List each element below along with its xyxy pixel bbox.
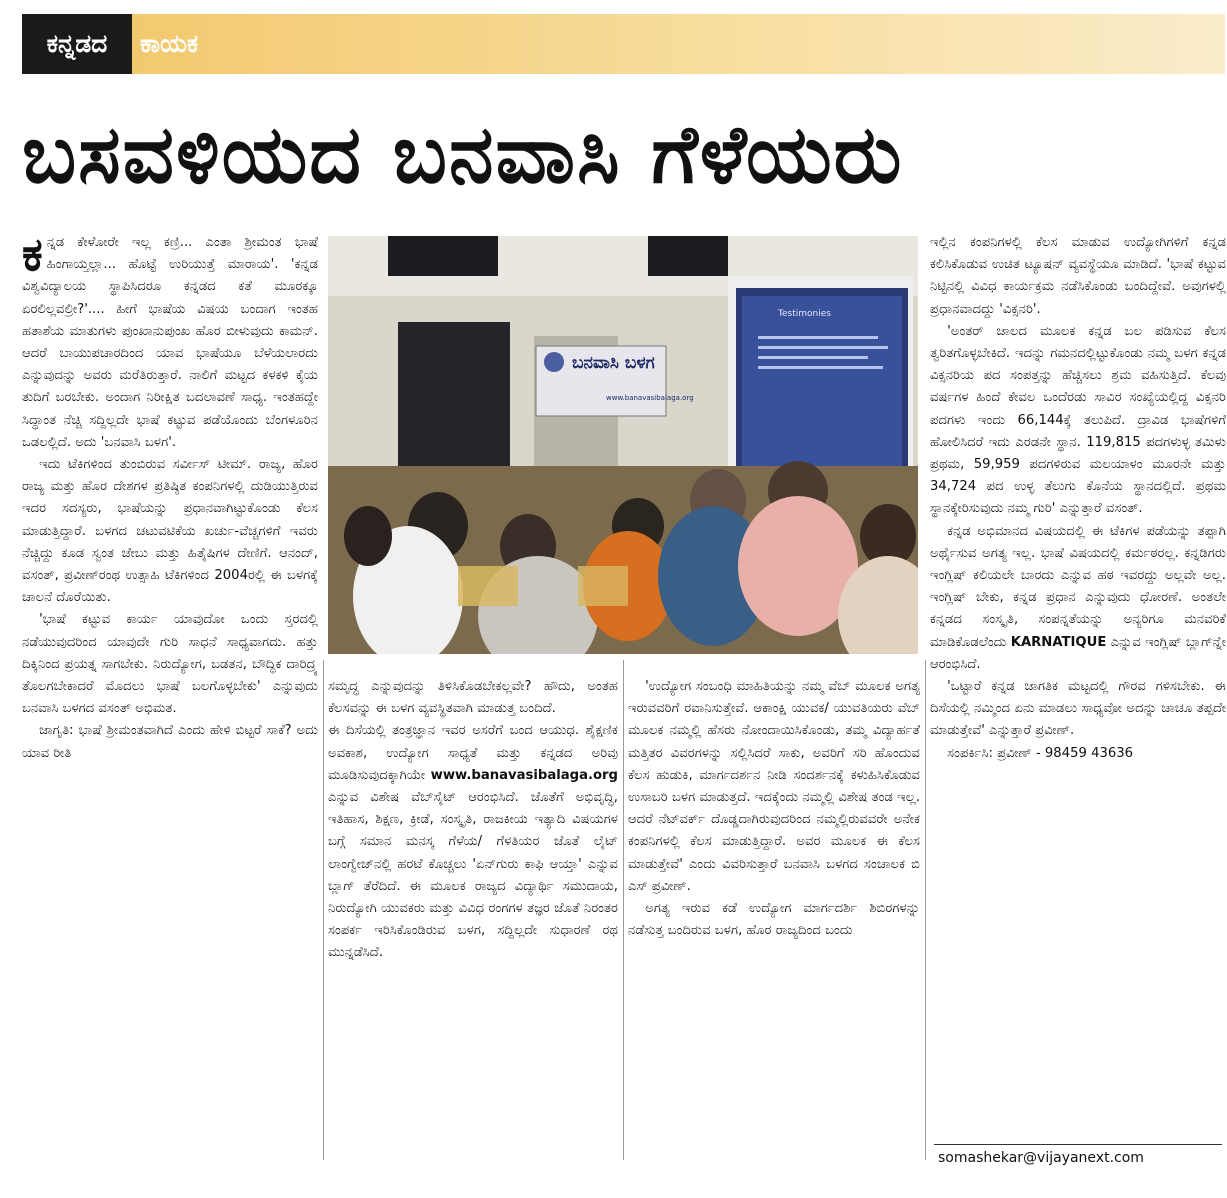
column-divider [623,660,624,1160]
article-column-1 [22,232,318,1182]
blog-name: KARNATIQUE [1010,634,1107,650]
paragraph: ಇಲ್ಲಿನ ಕಂಪನಿಗಳಲ್ಲಿ ಕೆಲಸ ಮಾಡುವ ಉದ್ಯೋಗಿಗಳಿಗೆ ಕನ್ನಡ ಕಲಿಸಿಕೊಡುವ ಉಚಿತ ಟ್ಯೂಷನ್ ವ್ಯವಸ್ಥೆಯೂ ಮಾಡಿದೆ. 'ಭಾಷೆ ಕಟ್ಟುವ ನಿಟ್ಟಿನಲ್ಲಿ ವಿವಿಧ ಕಾರ್ಯಕ್ರಮ ನಡೆಸಿಕೊಂಡು ಬಂದಿದ್ದೇವೆ. ಅವುಗಳಲ್ಲಿ ಪ್ರಧಾನವಾದದ್ದು 'ವಿಕ್ಸನರಿ'. [930,235,1226,317]
paragraph: 'ಉದ್ಯೋಗ ಸಂಬಂಧಿ ಮಾಹಿತಿಯನ್ನು ನಮ್ಮ ವೆಬ್ ಮೂಲಕ ಅಗತ್ಯ ಇರುವವರಿಗೆ ರವಾನಿಸುತ್ತೇವೆ. ಆಕಾಂಕ್ಷಿ ಯುವಕ/ ಯುವತಿಯರು ವೆಬ್ ಮೂಲಕ ನಮ್ಮಲ್ಲಿ ಹೆಸರು ನೋಂದಾಯಿಸಿಕೊಂಡು, ತಮ್ಮ ವಿದ್ಯಾರ್ಹತೆ ಮತ್ತಿತರ ವಿವರಗಳನ್ನು ಸಲ್ಲಿಸಿದರೆ ಸಾಕು, ಅವರಿಗೆ ಸರಿ ಹೊಂದುವ ಕೆಲಸ ಹುಡುಕಿ, ಮಾರ್ಗದರ್ಶನ ನೀಡಿ ಸಂದರ್ಶನಕ್ಕೆ ಕಳುಹಿಸಿಕೊಡುವ ಉಸಾಬರಿ ಬಳಗ ಮಾಡುತ್ತದೆ. ಇದಕ್ಕೆಂದು ನಮ್ಮಲ್ಲಿ ವಿಶೇಷ ತಂಡ ಇಲ್ಲ. ಆದರೆ ನೆಟ್‌ವರ್ಕ್ ದೊಡ್ಡದಾಗಿರುವುದರಿಂದ ನಮ್ಮಲ್ಲಿರುವವರೇ ಅನೇಕ ಕಂಪನಿಗಳಲ್ಲಿ ಕೆಲಸ ಮಾಡುತ್ತಿದ್ದಾರೆ. ಅವರ ಮೂಲಕ ಈ ಕೆಲಸ ಮಾಡುತ್ತೇವೆ' ಎಂದು ವಿವರಿಸುತ್ತಾರೆ ಬನವಾಸಿ ಬಳಗದ ಸಂಚಾಲಕ ಬಿ ಎಸ್ ಪ್ರವೀಣ್. [628,679,920,894]
banner-label-left: ಕನ್ನಡದ [22,14,132,74]
paragraph [328,720,618,964]
photo-banner-url: www.banavasibalaga.org [606,394,694,402]
author-email[interactable]: somashekar@vijayanext.com [938,1150,1144,1166]
projector-slide-title: Testimonies [778,309,831,319]
section-banner [22,14,1225,74]
paragraph-text: ಎನ್ನುವ ಇಂಗ್ಲಿಷ್ ಬ್ಲಾಗ್‌ನ್ನೇ ಆರಂಭಿಸಿದೆ. [930,634,1226,672]
paragraph: 'ಅಂತರ್ ಜಾಲದ ಮೂಲಕ ಕನ್ನಡ ಬಲ ಪಡಿಸುವ ಕೆಲಸ ತ್ವರಿತಗೊಳ್ಳಬೇಕಿದೆ. ಇದನ್ನು ಗಮನದಲ್ಲಿಟ್ಟುಕೊಂಡು ನಮ್ಮ ಬಳಗ ಕನ್ನಡ ವಿಕ್ಸನರಿಯ ಪದ ಸಂಪತ್ತನ್ನು ಹೆಚ್ಚಿಸಲು ಶ್ರಮ ವಹಿಸುತ್ತಿದೆ. ಕೆಲವು ವರ್ಷಗಳ ಹಿಂದೆ ಕೇವಲ ಒಂದೆರಡು ಸಾವಿರ ಸಂಖ್ಯೆಯಲ್ಲಿದ್ದ ವಿಕ್ಸನರಿ ಪದಗಳು ಇಂದು 66,144ಕ್ಕೆ ತಲುಪಿದೆ. ದ್ರಾವಿಡ ಭಾಷೆಗಳಿಗೆ ಹೋಲಿಸಿದರೆ ಇದು ಎರಡನೇ ಸ್ಥಾನ. 119,815 ಪದಗಳುಳ್ಳ ತಮಿಳು ಪ್ರಥಮ, 59,959 ಪದಗಳಿರುವ ಮಲಯಾಳಂ ಮೂರನೇ ಮತ್ತು 34,724 ಪದ ಉಳ್ಳ ತೆಲುಗು ಕೊನೆಯ ಸ್ಥಾನದಲ್ಲಿದೆ. ಪ್ರಥಮ ಸ್ಥಾನಕ್ಕೇರಿಸುವುದು ನಮ್ಮ ಗುರಿ' ಎನ್ನುತ್ತಾರೆ ವಸಂತ್. [930,323,1226,517]
paragraph-text: ಎನ್ನುವ ವಿಶೇಷ ವೆಬ್‌ಸೈಟ್ ಆರಂಭಿಸಿದೆ. ಜೊತೆಗೆ ಅಭಿವೃದ್ಧಿ, ಇತಿಹಾಸ, ಶಿಕ್ಷಣ, ಕ್ರೀಡೆ, ಸಂಸ್ಕೃತಿ, ರಾಜಕೀಯ ಇತ್ಯಾದಿ ವಿಷಯಗಳ ಬಗ್ಗೆ ಸಮಾನ ಮನಸ್ಕ ಗೆಳೆಯ/ ಗೆಳತಿಯರ ಜೊತೆ ಲೈಟ್ ಲಾಂಗ್ವೇಜ್‌ನಲ್ಲಿ ಹರಟೆ ಕೊಚ್ಚಲು 'ಏನ್‌ಗುರು ಕಾಫಿ ಆಯ್ತಾ' ಎನ್ನುವ ಬ್ಲಾಗ್ ತೆರೆದಿದೆ. ಈ ಮೂಲಕ ರಾಜ್ಯದ ವಿದ್ಯಾರ್ಥಿ ಸಮುದಾಯ, ನಿರುದ್ಯೋಗಿ ಯುವಕರು ಮತ್ತು ವಿವಿಧ ರಂಗಗಳ ತಜ್ಞರ ಜೊತೆ ನಿರಂತರ ಸಂಪರ್ಕ ಇರಿಸಿಕೊಂಡಿರುವ ಬಳಗ, ಸದ್ದಿಲ್ಲದೇ ಸುಧಾರಣೆ ರಥ ಮುನ್ನಡೆಸಿದೆ. [328,790,618,961]
paragraph-text: ಈ ದಿಸೆಯಲ್ಲಿ ತಂತ್ರಜ್ಞಾನ ಇವರ ಅಸರೆಗೆ ಬಂದ ಆಯುಧ. ಶೈಕ್ಷಣಿಕ ಅವಕಾಶ, ಉದ್ಯೋಗ ಸಾಧ್ಯತೆ ಮತ್ತು ಕನ್ನಡದ ಅರಿವು ಮೂಡಿಸುವುದಕ್ಕಾಗಿಯೇ [328,723,618,783]
paragraph: ಸಮೃದ್ಧ ಎನ್ನುವುದನ್ನು ತಿಳಿಸಿಕೊಡಬೇಕಲ್ಲವೇ? ಹೌದು, ಅಂತಹ ಕೆಲಸವನ್ನು ಈ ಬಳಗ ವ್ಯವಸ್ಥಿತವಾಗಿ ಮಾಡುತ್ತ ಬಂದಿದೆ. [328,679,618,717]
email-divider [934,1144,1222,1145]
paragraph: ಜಾಗೃತಿ: ಭಾಷೆ ಶ್ರೀಮಂತವಾಗಿದೆ ಎಂದು ಹೇಳಿ ಬಿಟ್ಟರೆ ಸಾಕೆ? ಅದು ಯಾವ ರೀತಿ [22,723,318,761]
contact-line: ಸಂಪರ್ಕಿಸಿ: ಪ್ರವೀಣ್ - 98459 43636 [947,745,1134,761]
column-divider [323,660,324,1160]
paragraph [930,521,1226,676]
banner-label-right: ಕಾಯಕ [140,29,199,58]
paragraph: ಅಗತ್ಯ ಇರುವ ಕಡೆ ಉದ್ಯೋಗ ಮಾರ್ಗದರ್ಶಿ ಶಿಬಿರಗಳನ್ನು ನಡೆಸುತ್ತ ಬಂದಿರುವ ಬಳಗ, ಹೊರ ರಾಜ್ಯದಿಂದ ಬಂದು [628,901,920,939]
paragraph-text: ಕನ್ನಡ ಅಭಿಮಾನದ ವಿಷಯದಲ್ಲಿ ಈ ಟೆಕಿಗಳ ಪಡೆಯನ್ನು ತಪ್ಪಾಗಿ ಅರ್ಥೈಸುವ ಅಗತ್ಯ ಇಲ್ಲ. ಭಾಷೆ ವಿಷಯದಲ್ಲಿ ಕರ್ಮಠರಲ್ಲ. ಕನ್ನಡಿಗರು ಇಂಗ್ಲಿಷ್ ಕಲಿಯಲೇ ಬಾರದು ಎನ್ನುವ ಹಠ ಇವರದ್ದು ಅಲ್ಲವೇ ಅಲ್ಲ. ಇಂಗ್ಲಿಷ್ ಬೇಕು, ಕನ್ನಡ ಪ್ರಧಾನ ಎನ್ನುವುದು ಧೋರಣೆ. ಅಂತಲೇ ಕನ್ನಡದ ಸಂಸ್ಕೃತಿ, ಸಂಪನ್ನತೆಯನ್ನು ಅನ್ಯರಿಗೂ ಮನವರಿಕೆ ಮಾಡಿಕೊಡಲೆಂದು [930,523,1226,650]
drop-cap: ಕ [22,232,43,281]
event-photo [328,236,918,654]
article-column-3 [628,676,920,1181]
paragraph: 'ಭಾಷೆ ಕಟ್ಟುವ ಕಾರ್ಯ ಯಾವುದೋ ಒಂದು ಸ್ತರದಲ್ಲಿ ನಡೆಯುವುದರಿಂದ ಯಾವುದೇ ಗುರಿ ಸಾಧನೆ ಸಾಧ್ಯವಾಗದು. ಹತ್ತು ದಿಕ್ಕಿನಿಂದ ಪ್ರಯತ್ನ ಸಾಗಬೇಕು. ನಿರುದ್ಯೋಗ, ಬಡತನ, ಬೌದ್ಧಿಕ ದಾರಿದ್ರ್ಯ ತೊಲಗಬೇಕಾದರೆ ಮೊದಲು ಭಾಷೆ ಬಲಗೊಳ್ಳಬೇಕು' ಎನ್ನುವುದು ಬನವಾಸಿ ಬಳಗದ ವಸಂತ್ ಅಭಿಮತ. [22,612,318,717]
website-link[interactable]: www.banavasibalaga.org [430,767,618,783]
article-headline: ಬಸವಳಿಯದ ಬನವಾಸಿ ಗೆಳೆಯರು [22,108,904,201]
paragraph: ಇದು ಟೆಕಿಗಳಿಂದ ತುಂಬಿರುವ ಸರ್ವೀಸ್ ಟೀಮ್. ರಾಜ್ಯ, ಹೊರ ರಾಜ್ಯ ಮತ್ತು ಹೊರ ದೇಶಗಳ ಪ್ರತಿಷ್ಠಿತ ಕಂಪನಿಗಳಲ್ಲಿ ದುಡಿಯುತ್ತಿರುವ ಇದರ ಸದಸ್ಯರು, ಭಾಷೆಯನ್ನು ಪ್ರಧಾನವಾಗಿಟ್ಟುಕೊಂಡು ಕೆಲಸ ಮಾಡುತ್ತಿದ್ದಾರೆ. ಬಳಗದ ಚಟುವಟಿಕೆಯ ಖರ್ಚು-ವೆಚ್ಚಗಳಿಗೆ ಇವರು ನೆಚ್ಚಿದ್ದು ಕೂಡ ಸ್ವಂತ ಜೇಬು ಮತ್ತು ಹಿತೈಷಿಗಳ ದೇಣಿಗೆ. ಆನಂದ್, ವಸಂತ್, ಪ್ರವೀಣ್‌ರಂಥ ಉತ್ಸಾಹಿ ಟೆಕಿಗಳಿಂದ 2004ರಲ್ಲಿ ಈ ಬಳಗಕ್ಕೆ ಚಾಲನೆ ದೊರೆಯಿತು. [22,457,318,606]
paragraph [22,232,318,454]
photo-illustration [328,236,918,654]
article-column-4 [930,232,1226,1142]
paragraph: 'ಒಟ್ಟಾರೆ ಕನ್ನಡ ಜಾಗತಿಕ ಮಟ್ಟದಲ್ಲಿ ಗೌರವ ಗಳಿಸಬೇಕು. ಈ ದಿಸೆಯಲ್ಲಿ ನಮ್ಮಿಂದ ಏನು ಮಾಡಲು ಸಾಧ್ಯವೋ ಅದನ್ನು ಚಾಚೂ ತಪ್ಪದೇ ಮಾಡುತ್ತೇವೆ' ಎನ್ನುತ್ತಾರೆ ಪ್ರವೀಣ್. [930,679,1226,739]
photo-banner-text: ಬನವಾಸಿ ಬಳಗ [572,353,655,373]
article-column-2 [328,676,618,1181]
column-divider [925,660,926,1160]
paragraph-text: ನ್ನಡ ಕೇಳೋರೇ ಇಲ್ಲ ಕಣ್ರಿ... ಎಂತಾ ಶ್ರೀಮಂತ ಭಾಷೆ ಹಿಂಗಾಯ್ತಲ್ಲಾ... ಹೊಟ್ಟೆ ಉರಿಯುತ್ತೆ ಮಾರಾಯ'. 'ಕನ್ನಡ ವಿಶ್ವವಿದ್ಯಾಲಯ ಸ್ಥಾಪಿಸಿದರೂ ಕನ್ನಡದ ಕತೆ ಮೂರಕ್ಕೂ ಏರಲಿಲ್ಲವಲ್ರೀ?'.... ಹೀಗೆ ಭಾಷೆಯ ವಿಷಯ ಬಂದಾಗ ಇಂತಹ ಹತಾಶೆಯ ಮಾತುಗಳು ಪುಂಖಾನುಪುಂಖ ಹೊರ ಬೀಳುವುದು ಕಾಮನ್. ಆದರೆ ಬಾಯುಪಚಾರದಿಂದ ಯಾವ ಭಾಷೆಯೂ ಬೆಳೆಯಲಾರದು ಎನ್ನುವುದನ್ನು ಅವರು ಮರೆತಿರುತ್ತಾರೆ. ನಾಲಿಗೆ ಮಟ್ಟದ ಕಳಕಳಿ ಕೈಯ ತುದಿಗೆ ಬರಬೇಕು. ಅಂದಾಗ ನಿರೀಕ್ಷಿತ ಬದಲಾವಣೆ ಸಾಧ್ಯ. ಇಂತಹದ್ದೇ ಸಿದ್ಧಾಂತ ನೆಚ್ಚಿ ಸದ್ದಿಲ್ಲದೇ ಭಾಷೆ ಕಟ್ಟುವ ಪಡೆಯೊಂದು ಬೆಂಗಳೂರಿನ ಒಡಲಲ್ಲಿದೆ. ಅದು 'ಬನವಾಸಿ ಬಳಗ'. [22,235,318,450]
